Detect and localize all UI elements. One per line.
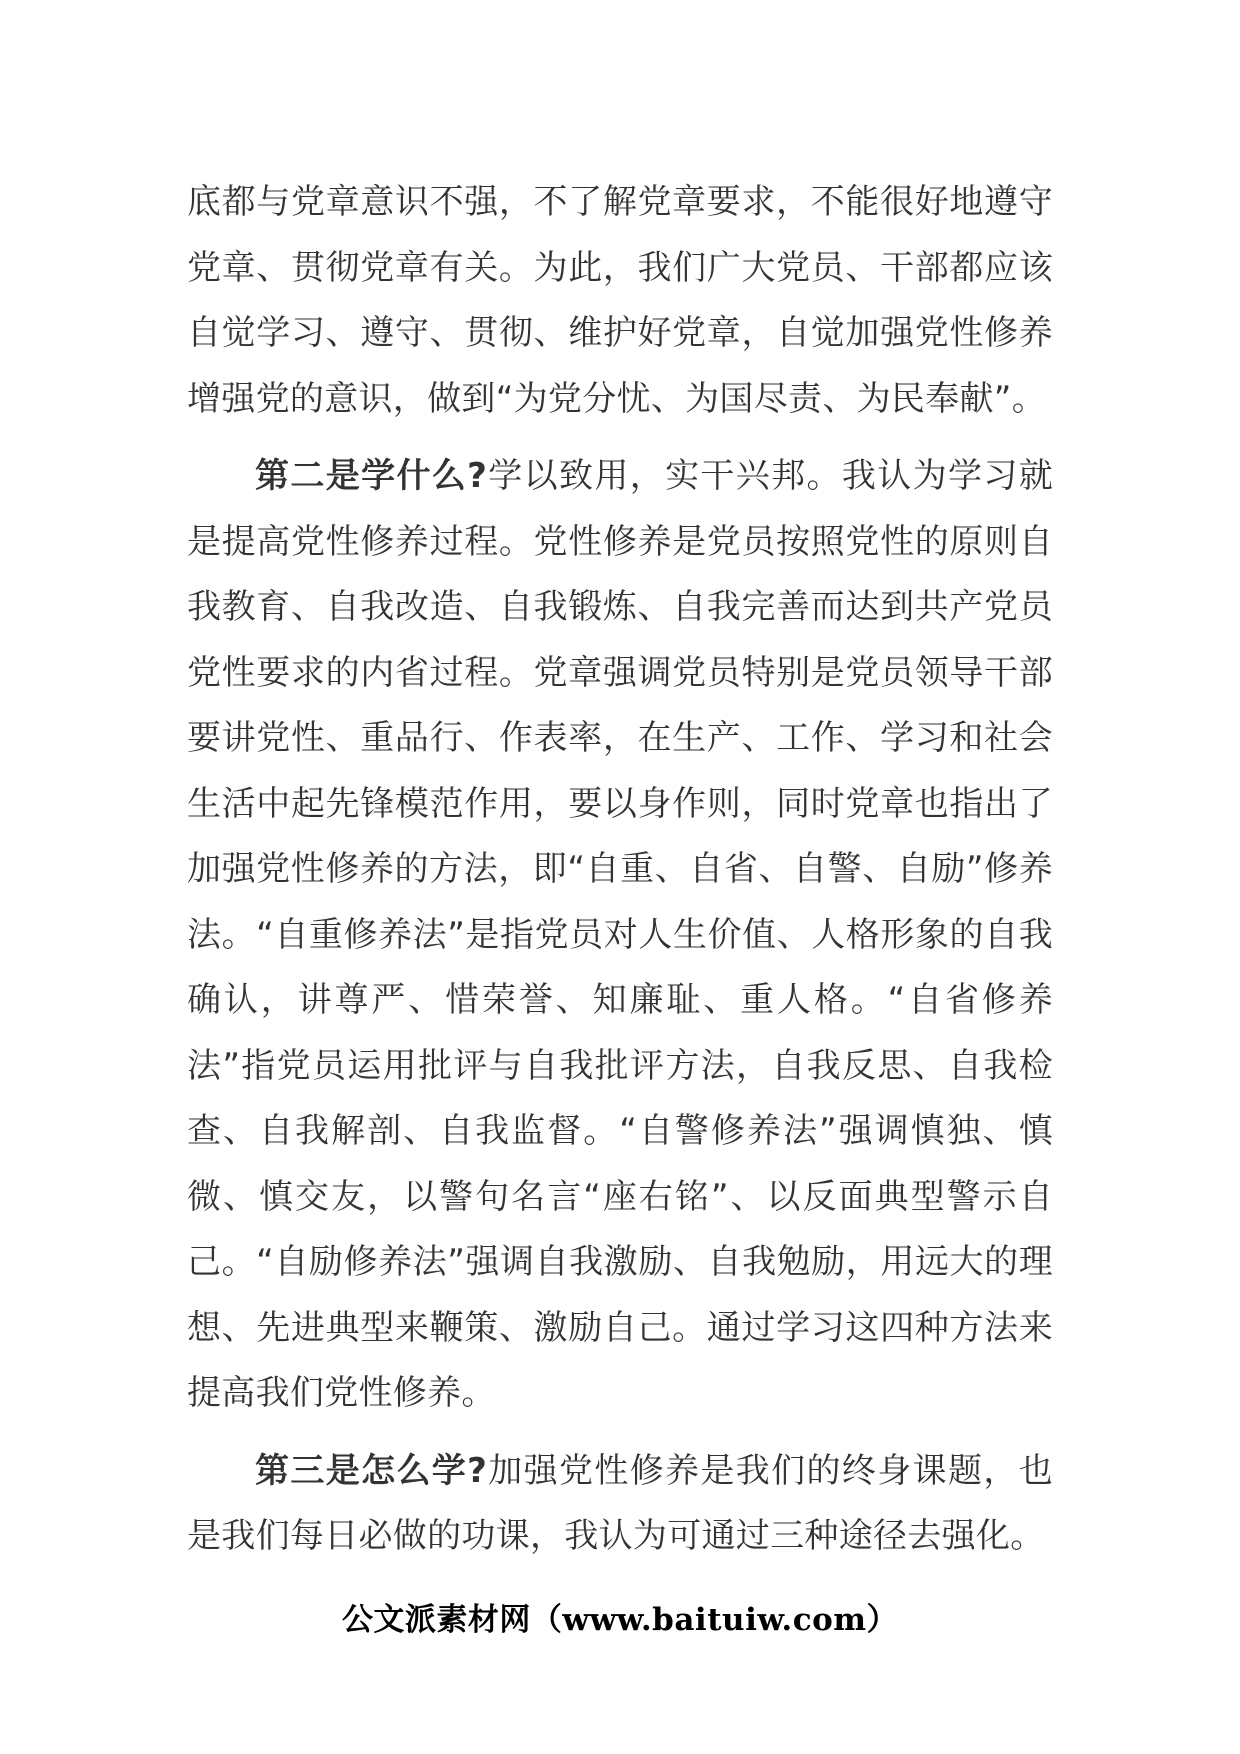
paragraph-1-text: 底都与党章意识不强，不了解党章要求，不能很好地遵守党章、贯彻党章有关。为此，我们广大党员、干部都应该自觉学习、遵守、贯彻、维护好党章，自觉加强党性修养增强党的意识，做到“为党分忧、为国尽责、为民奉献”。 xyxy=(187,182,1053,419)
page-footer-watermark: 公文派素材网（www.baituiw.com） xyxy=(341,1602,899,1638)
section-heading-how-to-learn: 第三是怎么学? xyxy=(255,1450,488,1491)
paragraph-how-to-learn xyxy=(187,1439,1053,1570)
paragraph-gap xyxy=(187,1427,1053,1439)
paragraph-3-text: 加强党性修养是我们的终身课题，也是我们每日必做的功课，我认为可通过三种途径去强化。 xyxy=(187,1450,1053,1556)
paragraph-gap xyxy=(187,432,1053,444)
paragraph-2-text: 学以致用，实干兴邦。我认为学习就是提高党性修养过程。党性修养是党员按照党性的原则自我教育、自我改造、自我锻炼、自我完善而达到共产党员党性要求的内省过程。党章强调党员特别是党员领导干部要讲党性、重品行、作表率，在生产、工作、学习和社会生活中起先锋模范作用，要以身作则，同时党章也指出了加强党性修养的方法，即“自重、自省、自警、自励”修养法。“自重修养法”是指党员对人生价值、人格形象的自我确认，讲尊严、惜荣誉、知廉耻、重人格。“自省修养法”指党员运用批评与自我批评方法，自我反思、自我检查、自我解剖、自我监督。“自警修养法”强调慎独、慎微、慎交友，以警句名言“座右铭”、以反面典型警示自己。“自励修养法”强调自我激励、自我勉励，用远大的理想、先进典型来鞭策、激励自己。通过学习这四种方法来提高我们党性修养。 xyxy=(187,456,1053,1413)
section-heading-what-to-learn: 第二是学什么? xyxy=(255,456,488,496)
paragraph-what-to-learn xyxy=(187,444,1053,1427)
paragraph-continued xyxy=(187,170,1053,432)
document-body xyxy=(187,170,1053,1570)
